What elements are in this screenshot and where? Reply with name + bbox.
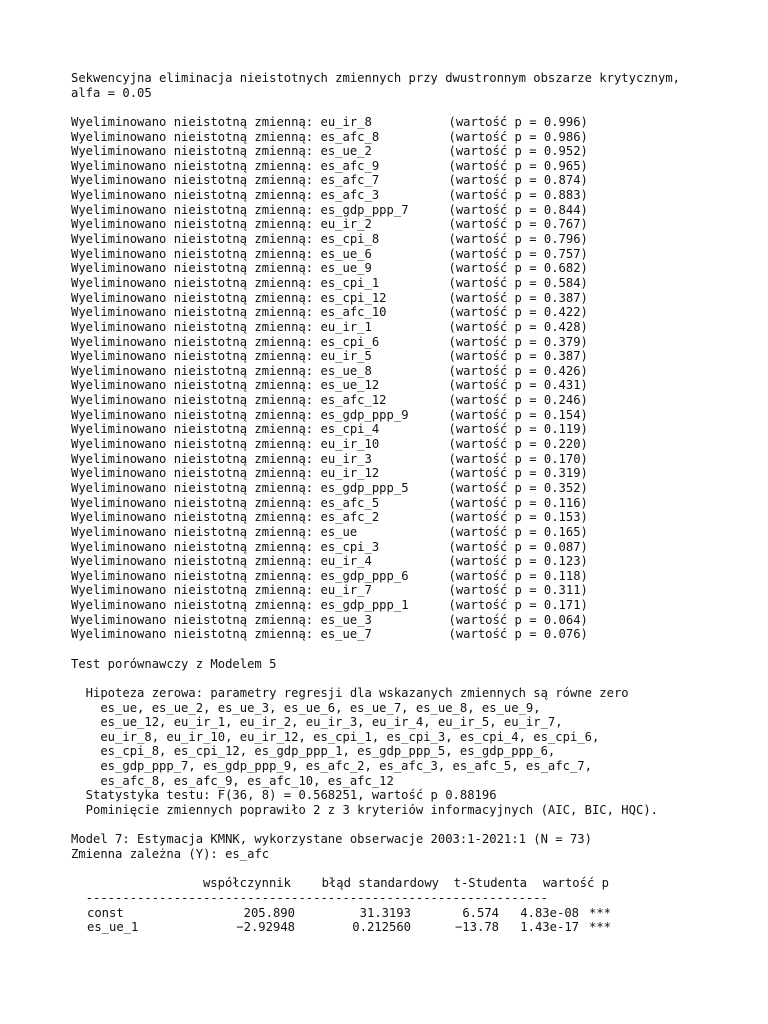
elimination-prefix: Wyeliminowano nieistotną zmienną: <box>71 144 321 159</box>
eliminated-variable: eu_ir_8 <box>320 114 372 129</box>
significance-stars: *** <box>589 905 612 920</box>
eliminated-variable: es_afc_2 <box>320 510 380 525</box>
p-value-text: (wartość p = 0.246) <box>448 393 588 408</box>
coefficient-rows <box>71 906 751 935</box>
elimination-row <box>71 437 751 452</box>
elimination-row <box>71 159 751 174</box>
test-detail-line: Statystyka testu: F(36, 8) = 0.568251, wartość p 0.88196 <box>71 788 497 803</box>
elimination-prefix: Wyeliminowano nieistotną zmienną: <box>71 114 321 129</box>
elimination-row <box>71 598 751 613</box>
elimination-prefix: Wyeliminowano nieistotną zmienną: <box>71 319 321 334</box>
elimination-prefix: Wyeliminowano nieistotną zmienną: <box>71 202 321 217</box>
eliminated-variable: eu_ir_1 <box>320 319 372 334</box>
elimination-prefix: Wyeliminowano nieistotną zmienną: <box>71 158 321 173</box>
p-value-text: (wartość p = 0.426) <box>448 363 588 378</box>
elimination-row <box>71 452 751 467</box>
elimination-prefix: Wyeliminowano nieistotną zmienną: <box>71 188 321 203</box>
elimination-row <box>71 130 751 145</box>
elimination-row <box>71 291 751 306</box>
p-value-text: (wartość p = 0.796) <box>448 232 588 247</box>
elimination-prefix: Wyeliminowano nieistotną zmienną: <box>71 612 321 627</box>
spacer <box>71 100 751 115</box>
elimination-prefix: Wyeliminowano nieistotną zmienną: <box>71 480 321 495</box>
p-value-text: (wartość p = 0.118) <box>448 568 588 583</box>
eliminated-variable: eu_ir_3 <box>320 451 372 466</box>
p-value-text: (wartość p = 0.352) <box>448 480 588 495</box>
header-coefficient: współczynnik <box>202 876 291 891</box>
elimination-row <box>71 540 751 555</box>
elimination-row <box>71 583 751 598</box>
elimination-prefix: Wyeliminowano nieistotną zmienną: <box>71 568 321 583</box>
coefficient-value: −2.92948 <box>236 920 295 935</box>
elimination-row <box>71 408 751 423</box>
eliminated-variable: es_ue_9 <box>320 261 372 276</box>
elimination-prefix: Wyeliminowano nieistotną zmienną: <box>71 598 321 613</box>
p-value-text: (wartość p = 0.154) <box>448 407 588 422</box>
eliminated-variable: es_afc_12 <box>320 393 387 408</box>
spacer <box>71 671 751 686</box>
elimination-prefix: Wyeliminowano nieistotną zmienną: <box>71 349 321 364</box>
elimination-prefix: Wyeliminowano nieistotną zmienną: <box>71 378 321 393</box>
elimination-row <box>71 320 751 335</box>
elimination-row <box>71 217 751 232</box>
p-value-text: (wartość p = 0.171) <box>448 598 588 613</box>
elimination-row <box>71 481 751 496</box>
elimination-prefix: Wyeliminowano nieistotną zmienną: <box>71 422 321 437</box>
eliminated-variable: es_ue_2 <box>320 144 372 159</box>
model-title: Model 7: Estymacja KMNK, wykorzystane obserwacje 2003:1-2021:1 (N = 73) <box>71 832 592 847</box>
p-value-text: (wartość p = 0.119) <box>448 422 588 437</box>
p-value-text: (wartość p = 0.767) <box>448 217 588 232</box>
spacer <box>71 862 751 877</box>
elimination-prefix: Wyeliminowano nieistotną zmienną: <box>71 173 321 188</box>
eliminated-variable: es_afc_8 <box>320 129 380 144</box>
variable-name: const <box>87 905 124 920</box>
p-value-text: (wartość p = 0.428) <box>448 319 588 334</box>
spacer <box>71 642 751 657</box>
p-value-text: (wartość p = 0.844) <box>448 202 588 217</box>
header-standard-error: błąd standardowy <box>321 876 439 891</box>
header-p-value: wartość p <box>542 876 609 891</box>
p-value-text: (wartość p = 0.387) <box>448 349 588 364</box>
p-value-text: (wartość p = 0.431) <box>448 378 588 393</box>
p-value-text: (wartość p = 0.996) <box>448 114 588 129</box>
eliminated-variable: es_ue_3 <box>320 612 372 627</box>
p-value-text: (wartość p = 0.087) <box>448 539 588 554</box>
dependent-variable: Zmienna zależna (Y): es_afc <box>71 846 270 861</box>
elimination-prefix: Wyeliminowano nieistotną zmienną: <box>71 305 321 320</box>
elimination-title-line-1: Sekwencyjna eliminacja nieistotnych zmiennych przy dwustronnym obszarze krytycznym, <box>71 71 681 85</box>
p-value-text: (wartość p = 0.319) <box>448 466 588 481</box>
eliminated-variable: eu_ir_7 <box>320 583 372 598</box>
eliminated-variable: es_afc_10 <box>320 305 387 320</box>
significance-stars: *** <box>589 920 612 935</box>
p-value-text: (wartość p = 0.952) <box>448 144 588 159</box>
elimination-row <box>71 613 751 628</box>
eliminated-variable: eu_ir_4 <box>320 554 372 569</box>
eliminated-variable: es_afc_5 <box>320 495 380 510</box>
elimination-prefix: Wyeliminowano nieistotną zmienną: <box>71 290 321 305</box>
test-detail-line: Pominięcie zmiennych poprawiło 2 z 3 kryteriów informacyjnych (AIC, BIC, HQC). <box>71 803 658 818</box>
eliminated-variable: eu_ir_12 <box>320 466 380 481</box>
eliminated-variable: es_cpi_6 <box>320 334 380 349</box>
eliminated-variable: es_ue <box>320 524 358 539</box>
elimination-prefix: Wyeliminowano nieistotną zmienną: <box>71 246 321 261</box>
coefficient-row <box>71 920 751 935</box>
p-value-text: (wartość p = 0.311) <box>448 583 588 598</box>
test-detail-line: Hipoteza zerowa: parametry regresji dla wskazanych zmiennych są równe zero <box>71 685 629 700</box>
eliminated-variable: es_gdp_ppp_6 <box>320 568 409 583</box>
elimination-title-line-2: alfa = 0.05 <box>71 85 152 100</box>
elimination-row <box>71 261 751 276</box>
elimination-row <box>71 188 751 203</box>
t-statistic-value: −13.78 <box>454 920 499 935</box>
spacer <box>71 818 751 833</box>
test-detail-line: es_ue, es_ue_2, es_ue_3, es_ue_6, es_ue_7, es_ue_8, es_ue_9, <box>71 700 541 715</box>
coefficient-value: 205.890 <box>243 905 295 920</box>
eliminated-variable: eu_ir_10 <box>320 437 380 452</box>
standard-error-value: 31.3193 <box>359 905 411 920</box>
elimination-row <box>71 173 751 188</box>
elimination-prefix: Wyeliminowano nieistotną zmienną: <box>71 466 321 481</box>
elimination-row <box>71 144 751 159</box>
elimination-row <box>71 247 751 262</box>
eliminated-variable: es_ue_8 <box>320 363 372 378</box>
elimination-row <box>71 305 751 320</box>
elimination-prefix: Wyeliminowano nieistotną zmienną: <box>71 261 321 276</box>
p-value: 1.43e-17 <box>520 920 579 935</box>
p-value-text: (wartość p = 0.422) <box>448 305 588 320</box>
elimination-row <box>71 335 751 350</box>
eliminated-variable: es_cpi_1 <box>320 275 380 290</box>
p-value-text: (wartość p = 0.076) <box>448 627 588 642</box>
test-detail-line: es_gdp_ppp_7, es_gdp_ppp_9, es_afc_2, es_afc_3, es_afc_5, es_afc_7, <box>71 759 592 774</box>
coefficient-table <box>71 876 751 935</box>
p-value-text: (wartość p = 0.220) <box>448 437 588 452</box>
elimination-row <box>71 496 751 511</box>
eliminated-variable: es_afc_7 <box>320 173 380 188</box>
eliminated-variable: es_cpi_12 <box>320 290 387 305</box>
elimination-prefix: Wyeliminowano nieistotną zmienną: <box>71 437 321 452</box>
elimination-prefix: Wyeliminowano nieistotną zmienną: <box>71 627 321 642</box>
t-statistic-value: 6.574 <box>462 905 499 920</box>
elimination-row <box>71 569 751 584</box>
p-value-text: (wartość p = 0.153) <box>448 510 588 525</box>
eliminated-variable: es_afc_9 <box>320 158 380 173</box>
eliminated-variable: eu_ir_5 <box>320 349 372 364</box>
p-value-text: (wartość p = 0.986) <box>448 129 588 144</box>
p-value-text: (wartość p = 0.165) <box>448 524 588 539</box>
p-value-text: (wartość p = 0.170) <box>448 451 588 466</box>
elimination-prefix: Wyeliminowano nieistotną zmienną: <box>71 334 321 349</box>
elimination-row <box>71 510 751 525</box>
elimination-row <box>71 466 751 481</box>
elimination-row <box>71 364 751 379</box>
standard-error-value: 0.212560 <box>352 920 411 935</box>
p-value-text: (wartość p = 0.883) <box>448 188 588 203</box>
elimination-prefix: Wyeliminowano nieistotną zmienną: <box>71 393 321 408</box>
p-value-text: (wartość p = 0.379) <box>448 334 588 349</box>
p-value-text: (wartość p = 0.682) <box>448 261 588 276</box>
elimination-prefix: Wyeliminowano nieistotną zmienną: <box>71 510 321 525</box>
eliminated-variable: es_gdp_ppp_5 <box>320 480 409 495</box>
p-value-text: (wartość p = 0.757) <box>448 246 588 261</box>
elimination-row <box>71 349 751 364</box>
elimination-prefix: Wyeliminowano nieistotną zmienną: <box>71 495 321 510</box>
eliminated-variable: es_ue_7 <box>320 627 372 642</box>
elimination-row <box>71 232 751 247</box>
elimination-prefix: Wyeliminowano nieistotną zmienną: <box>71 583 321 598</box>
test-detail-line: eu_ir_8, eu_ir_10, eu_ir_12, es_cpi_1, es_cpi_3, es_cpi_4, es_cpi_6, <box>71 729 600 744</box>
p-value-text: (wartość p = 0.387) <box>448 290 588 305</box>
elimination-prefix: Wyeliminowano nieistotną zmienną: <box>71 217 321 232</box>
p-value: 4.83e-08 <box>520 905 579 920</box>
p-value-text: (wartość p = 0.123) <box>448 554 588 569</box>
elimination-prefix: Wyeliminowano nieistotną zmienną: <box>71 554 321 569</box>
elimination-row <box>71 115 751 130</box>
elimination-row <box>71 378 751 393</box>
p-value-text: (wartość p = 0.874) <box>448 173 588 188</box>
elimination-row <box>71 393 751 408</box>
table-rule: --------------------------------------------------------------- <box>71 890 548 905</box>
elimination-prefix: Wyeliminowano nieistotną zmienną: <box>71 524 321 539</box>
coefficient-row <box>71 906 751 921</box>
header-t-statistic: t-Studenta <box>453 876 527 891</box>
elimination-prefix: Wyeliminowano nieistotną zmienną: <box>71 129 321 144</box>
eliminated-variable: es_ue_6 <box>320 246 372 261</box>
p-value-text: (wartość p = 0.064) <box>448 612 588 627</box>
elimination-row <box>71 422 751 437</box>
eliminated-variable: es_cpi_4 <box>320 422 380 437</box>
elimination-list <box>71 115 751 642</box>
eliminated-variable: es_gdp_ppp_1 <box>320 598 409 613</box>
eliminated-variable: es_ue_12 <box>320 378 380 393</box>
elimination-row <box>71 554 751 569</box>
variable-name: es_ue_1 <box>87 920 139 935</box>
eliminated-variable: es_gdp_ppp_7 <box>320 202 409 217</box>
elimination-prefix: Wyeliminowano nieistotną zmienną: <box>71 363 321 378</box>
test-title: Test porównawczy z Modelem 5 <box>71 656 277 671</box>
test-detail-line: es_ue_12, eu_ir_1, eu_ir_2, eu_ir_3, eu_ir_4, eu_ir_5, eu_ir_7, <box>71 715 563 730</box>
test-details <box>71 686 751 818</box>
test-detail-line: es_cpi_8, es_cpi_12, es_gdp_ppp_1, es_gdp_ppp_5, es_gdp_ppp_6, <box>71 744 556 759</box>
p-value-text: (wartość p = 0.965) <box>448 158 588 173</box>
elimination-row <box>71 276 751 291</box>
elimination-row <box>71 525 751 540</box>
elimination-prefix: Wyeliminowano nieistotną zmienną: <box>71 407 321 422</box>
eliminated-variable: es_gdp_ppp_9 <box>320 407 409 422</box>
eliminated-variable: es_cpi_3 <box>320 539 380 554</box>
elimination-prefix: Wyeliminowano nieistotną zmienną: <box>71 275 321 290</box>
elimination-prefix: Wyeliminowano nieistotną zmienną: <box>71 232 321 247</box>
elimination-row <box>71 627 751 642</box>
output-document <box>71 71 751 935</box>
eliminated-variable: eu_ir_2 <box>320 217 372 232</box>
eliminated-variable: es_afc_3 <box>320 188 380 203</box>
elimination-row <box>71 203 751 218</box>
p-value-text: (wartość p = 0.584) <box>448 275 588 290</box>
test-detail-line: es_afc_8, es_afc_9, es_afc_10, es_afc_12 <box>71 773 394 788</box>
elimination-prefix: Wyeliminowano nieistotną zmienną: <box>71 451 321 466</box>
coefficient-table-header <box>71 876 751 891</box>
eliminated-variable: es_cpi_8 <box>320 232 380 247</box>
p-value-text: (wartość p = 0.116) <box>448 495 588 510</box>
elimination-prefix: Wyeliminowano nieistotną zmienną: <box>71 539 321 554</box>
